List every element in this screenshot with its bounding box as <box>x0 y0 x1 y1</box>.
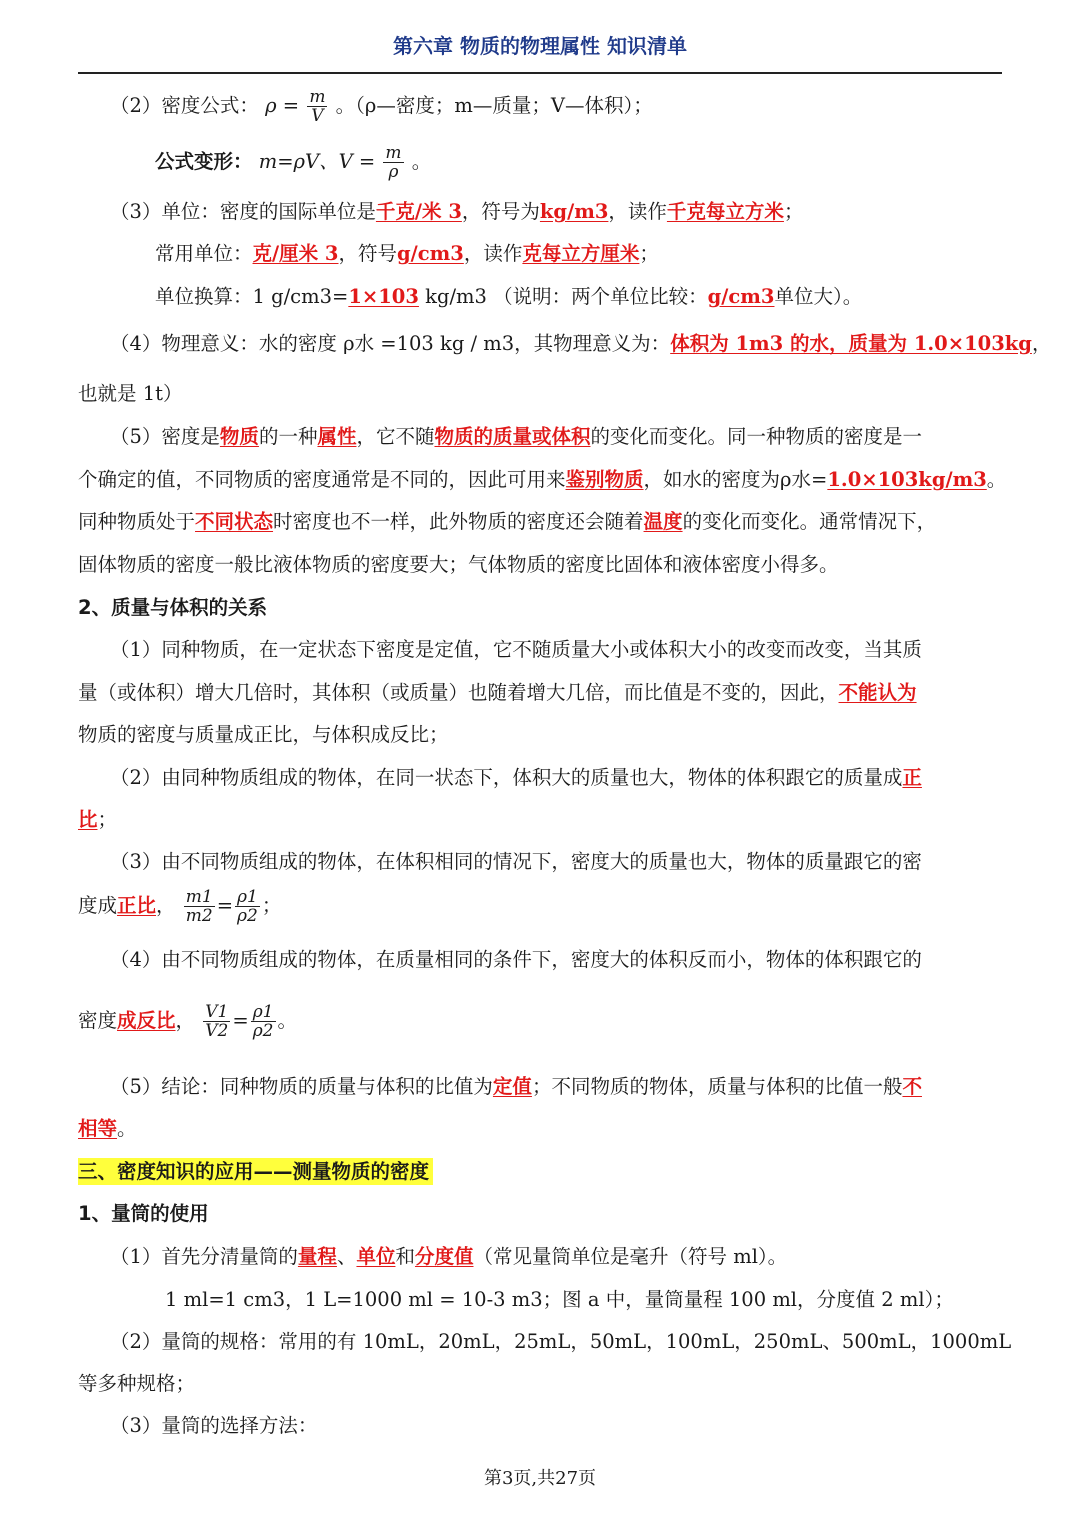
section-3-subtitle: 1、量筒的使用 <box>78 1202 209 1225</box>
sec2-item5-line2: 相等。 <box>78 1117 137 1140</box>
cylinder-item2-line2: 等多种规格； <box>78 1372 196 1395</box>
page-footer: 第3页,共27页 <box>483 1468 597 1489</box>
sec2-item5-line1: （5）结论：同种物质的质量与体积的比值为定值；不同物质的物体，质量与体积的比值一般不 <box>110 1075 922 1098</box>
cylinder-item1-line2: 1 ml=1 cm3，1 L=1000 ml = 10-3 m3；图 a 中，量筒量程 100 ml，分度值 2 ml）； <box>165 1288 954 1311</box>
sec2-item2-line1: （2）由同种物质组成的物体，在同一状态下，体积大的质量也大，物体的体积跟它的质量成正 <box>110 766 922 789</box>
cylinder-item2-line1: （2）量筒的规格：常用的有 10mL，20mL，25mL，50mL，100mL，250mL、500mL，1000mL <box>110 1330 1012 1353</box>
sec2-item2-line2: 比； <box>78 808 118 831</box>
property-line-1: （5）密度是物质的一种属性，它不随物质的质量或体积的变化而变化。同一种物质的密度是一 <box>110 425 923 448</box>
property-line-2: 个确定的值，不同物质的密度通常是不同的，因此可用来鉴别物质，如水的密度为ρ水=1.0×103kg/m3。 <box>78 468 1007 491</box>
formula-transform-line: 公式变形： m=ρV、V = $\frac{m}{\rho}$ 。 <box>155 143 432 182</box>
page-title: 第六章 物质的物理属性 知识清单 <box>393 34 687 58</box>
fraction-m1-m2: $\frac{m1}{m2}$ <box>185 887 213 926</box>
physical-meaning-line: （4）物理意义：水的密度 ρ水 =103 kg / m3，其物理意义为：体积为 1m3 的水，质量为 1.0×103kg， <box>110 332 1052 355</box>
sec2-item4-line1: （4）由不同物质组成的物体，在质量相同的条件下，密度大的体积反而小，物体的体积跟它的 <box>110 948 922 971</box>
physical-meaning-line-2: 也就是 1t） <box>78 382 183 405</box>
unit-conversion-line: 单位换算：1 g/cm3=1×103 kg/m3 （说明：两个单位比较：g/cm3单位大）。 <box>155 285 863 308</box>
sec2-item3-line2: 度成正比， $\frac{m1}{m2}$ = $\frac{\rho 1}{\rho 2}$ ； <box>78 887 282 926</box>
fraction-rho1-rho2: $\frac{\rho 1}{\rho 2}$ <box>237 887 258 926</box>
cylinder-item3-line1: （3）量筒的选择方法： <box>110 1414 318 1437</box>
fraction-rho1-rho2-b: $\frac{\rho 1}{\rho 2}$ <box>252 1002 274 1041</box>
header-rule <box>78 72 1002 74</box>
density-formula-line: （2）密度公式： ρ = $\frac{m}{V}$ 。（ρ—密度；m—质量；V—体积）； <box>110 87 653 126</box>
property-line-4: 固体物质的密度一般比液体物质的密度要大；气体物质的密度比固体和液体密度小得多。 <box>78 553 839 576</box>
fraction-v1-v2: $\frac{V1}{V2}$ <box>205 1002 229 1041</box>
section-3-highlight: 三、密度知识的应用——测量物质的密度 <box>78 1158 433 1185</box>
section-2-title: 2、质量与体积的关系 <box>78 596 268 619</box>
property-line-3: 同种物质处于不同状态时密度也不一样，此外物质的密度还会随着温度的变化而变化。通常情况下， <box>78 510 937 533</box>
sec2-item1-line2: 量（或体积）增大几倍时，其体积（或质量）也随着增大几倍，而比值是不变的，因此，不能认为 <box>78 681 917 704</box>
sec2-item3-line1: （3）由不同物质组成的物体，在体积相同的情况下，密度大的质量也大，物体的质量跟它的密 <box>110 850 922 873</box>
sec2-item4-line2: 密度成反比， $\frac{V1}{V2}$ = $\frac{\rho 1}{\rho 2}$ 。 <box>78 1002 298 1041</box>
sec2-item1-line3: 物质的密度与质量成正比，与体积成反比； <box>78 723 449 746</box>
cylinder-item1-line1: （1）首先分清量筒的量程、单位和分度值（常见量筒单位是毫升（符号 ml）。 <box>110 1245 788 1268</box>
sec2-item1-line1: （1）同种物质，在一定状态下密度是定值，它不随质量大小或体积大小的改变而改变，当其质 <box>110 638 922 661</box>
unit-si-line: （3）单位：密度的国际单位是千克/米 3，符号为kg/m3，读作千克每立方米； <box>110 200 804 223</box>
fraction-m-over-v: $\frac{m}{V}$ <box>309 87 326 126</box>
fraction-m-over-rho: $\frac{m}{\rho}$ <box>385 143 402 182</box>
section-3-title <box>78 1158 433 1186</box>
unit-common-line: 常用单位：克/厘米 3，符号g/cm3，读作克每立方厘米； <box>155 242 659 265</box>
